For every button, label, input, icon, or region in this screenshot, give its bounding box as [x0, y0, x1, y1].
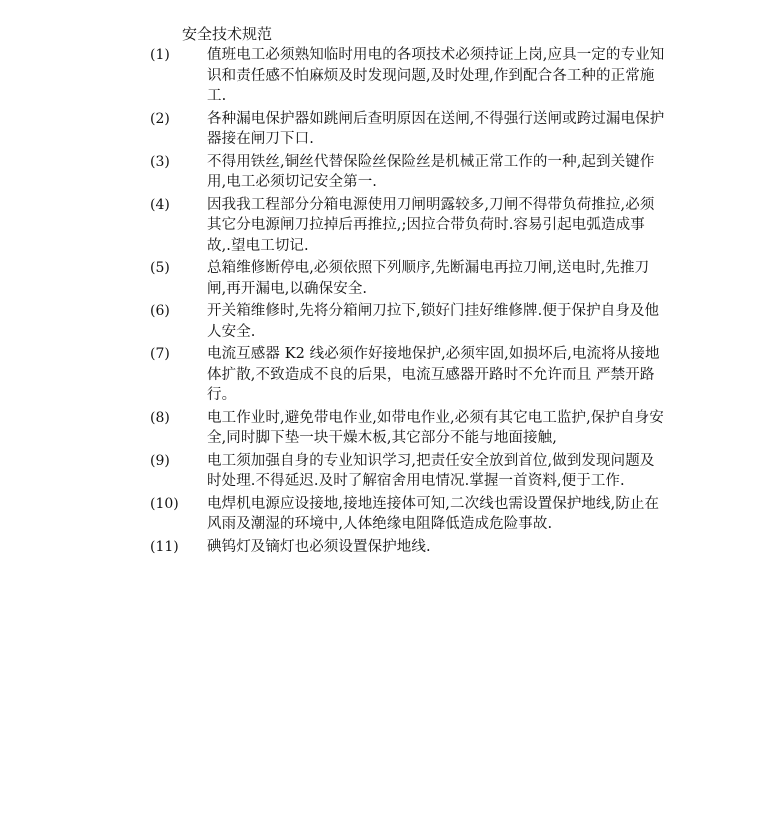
item-text: 电工作业时,避免带电作业,如带电作业,必须有其它电工监护,保护自身安全,同时脚下垫一块干燥木板,其它部分不能与地面接触,: [207, 409, 664, 446]
item-number: (2): [150, 110, 170, 127]
item-text: 因我我工程部分分箱电源使用刀闸明露较多,刀闸不得带负荷推拉,必须其它分电源闸刀拉掉后再推拉,;因拉合带负荷时.容易引起电弧造成事故,.望电工切记.: [207, 196, 655, 254]
item-text: 碘钨灯及镝灯也必须设置保护地线.: [207, 538, 431, 555]
item-number: (3): [150, 153, 170, 170]
item-text: 开关箱维修时,先将分箱闸刀拉下,锁好门挂好维修牌.便于保护自身及他人安全.: [207, 303, 660, 340]
item-number: (6): [150, 303, 170, 319]
item-text: 电流互感器 K2 线必须作好接地保护,必须牢固,如损坏后,电流将从接地体扩散,不致造成不良的后果，电流互感器开路时不允许而且 严禁开路行。: [207, 346, 660, 403]
item-text: 电工须加强自身的专业知识学习,把责任安全放到首位,做到发现问题及时处理.不得延迟.及时了解宿舍用电情况.掌握一首资料,便于工作.: [207, 452, 655, 489]
list-item: [150, 109, 670, 150]
list-item: [150, 152, 670, 193]
regulation-list: [150, 45, 670, 559]
item-text: 总箱维修断停电,必须依照下列顺序,先断漏电再拉刀闸,送电时,先推刀闸,再开漏电,以确保安全.: [207, 260, 650, 297]
item-number: (9): [150, 452, 170, 469]
list-item: [150, 258, 670, 299]
item-text: 不得用铁丝,铜丝代替保险丝保险丝是机械正常工作的一种,起到关键作用,电工必须切记安全第一.: [207, 153, 655, 190]
item-number: (5): [150, 260, 170, 276]
item-text: 值班电工必须熟知临时用电的各项技术必须持证上岗,应具一定的专业知识和责任感不怕麻烦及时发现问题,及时处理,作到配合各工种的正常施工.: [207, 47, 665, 104]
list-item: [150, 408, 670, 449]
item-number: (10): [150, 495, 179, 512]
list-item: [150, 537, 670, 558]
document-title: 安全技术规范: [182, 25, 273, 43]
list-item: [150, 451, 670, 492]
list-item: [150, 301, 670, 342]
item-text: 各种漏电保护器如跳闸后查明原因在送闸,不得强行送闸或跨过漏电保护器接在闸刀下口.: [207, 110, 665, 147]
list-item: [150, 494, 670, 535]
list-item: [150, 195, 670, 257]
item-text: 电焊机电源应设接地,接地连接体可知,二次线也需设置保护地线,防止在风雨及潮湿的环境中,人体绝缘电阻降低造成危险事故.: [207, 495, 660, 532]
item-number: (1): [150, 47, 170, 63]
list-item: [150, 344, 670, 406]
item-number: (4): [150, 196, 170, 213]
item-number: (11): [150, 538, 179, 555]
item-number: (7): [150, 346, 170, 362]
list-item: [150, 45, 670, 107]
item-number: (8): [150, 409, 170, 426]
